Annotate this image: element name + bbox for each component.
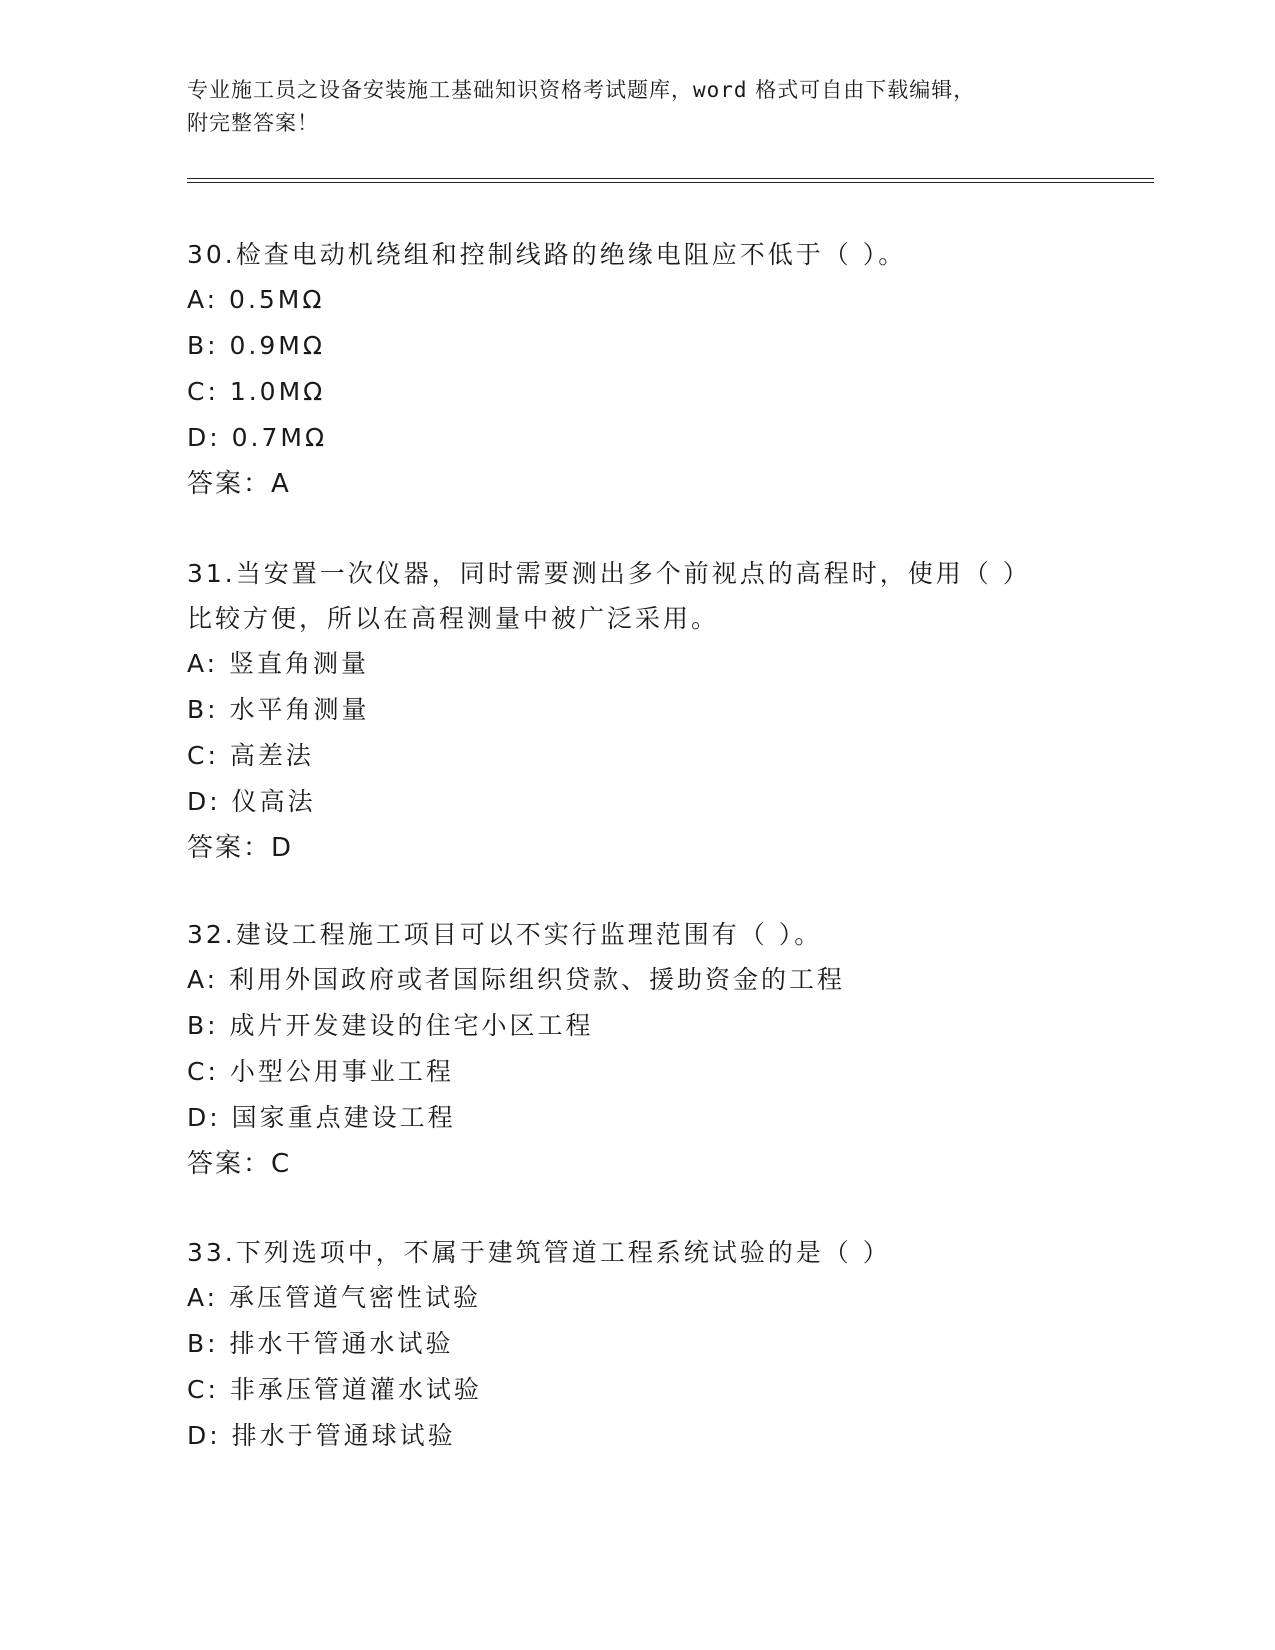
question-33 [187,1230,1067,1459]
option-c: C: 非承压管道灌水试验 [187,1375,482,1404]
header-text-prefix: 专业施工员之设备安装施工基础知识资格考试题库， [187,78,693,102]
option-d: D: 排水于管通球试验 [187,1421,456,1450]
question-stem: 32.建设工程施工项目可以不实行监理范围有（ ）。 [187,920,823,949]
option-b: B: 0.9MΩ [187,331,325,360]
option-d: D: 仪高法 [187,787,316,816]
header-line-1 [187,74,1087,107]
question-stem: 33.下列选项中，不属于建筑管道工程系统试验的是（ ） [187,1238,891,1267]
question-31 [187,551,1067,871]
question-stem-line-2: 比较方便，所以在高程测量中被广泛采用。 [187,604,720,633]
option-c: C: 小型公用事业工程 [187,1057,454,1086]
question-32 [187,912,1067,1187]
option-d: D: 0.7MΩ [187,423,328,452]
answer: 答案：A [187,469,291,499]
header-divider-bottom [187,182,1154,183]
option-a: A: 竖直角测量 [187,649,370,678]
question-30 [187,232,1067,507]
option-a: A: 承压管道气密性试验 [187,1283,482,1312]
option-b: B: 水平角测量 [187,695,370,724]
answer: 答案：D [187,833,294,863]
document-header [187,74,1087,140]
answer: 答案：C [187,1149,292,1179]
header-text-word: word [693,78,748,102]
option-c: C: 高差法 [187,741,314,770]
option-c: C: 1.0MΩ [187,377,326,406]
question-stem: 30.检查电动机绕组和控制线路的绝缘电阻应不低于（ ）。 [187,240,907,269]
option-d: D: 国家重点建设工程 [187,1103,456,1132]
option-a: A: 0.5MΩ [187,285,325,314]
question-stem-line-1: 31.当安置一次仪器，同时需要测出多个前视点的高程时，使用（ ） [187,559,1031,588]
header-line-2: 附完整答案！ [187,111,319,135]
header-text-suffix: 格式可自由下载编辑， [747,78,976,102]
option-b: B: 成片开发建设的住宅小区工程 [187,1011,594,1040]
option-a: A: 利用外国政府或者国际组织贷款、援助资金的工程 [187,965,846,994]
option-b: B: 排水干管通水试验 [187,1329,454,1358]
header-divider-top [187,178,1154,179]
